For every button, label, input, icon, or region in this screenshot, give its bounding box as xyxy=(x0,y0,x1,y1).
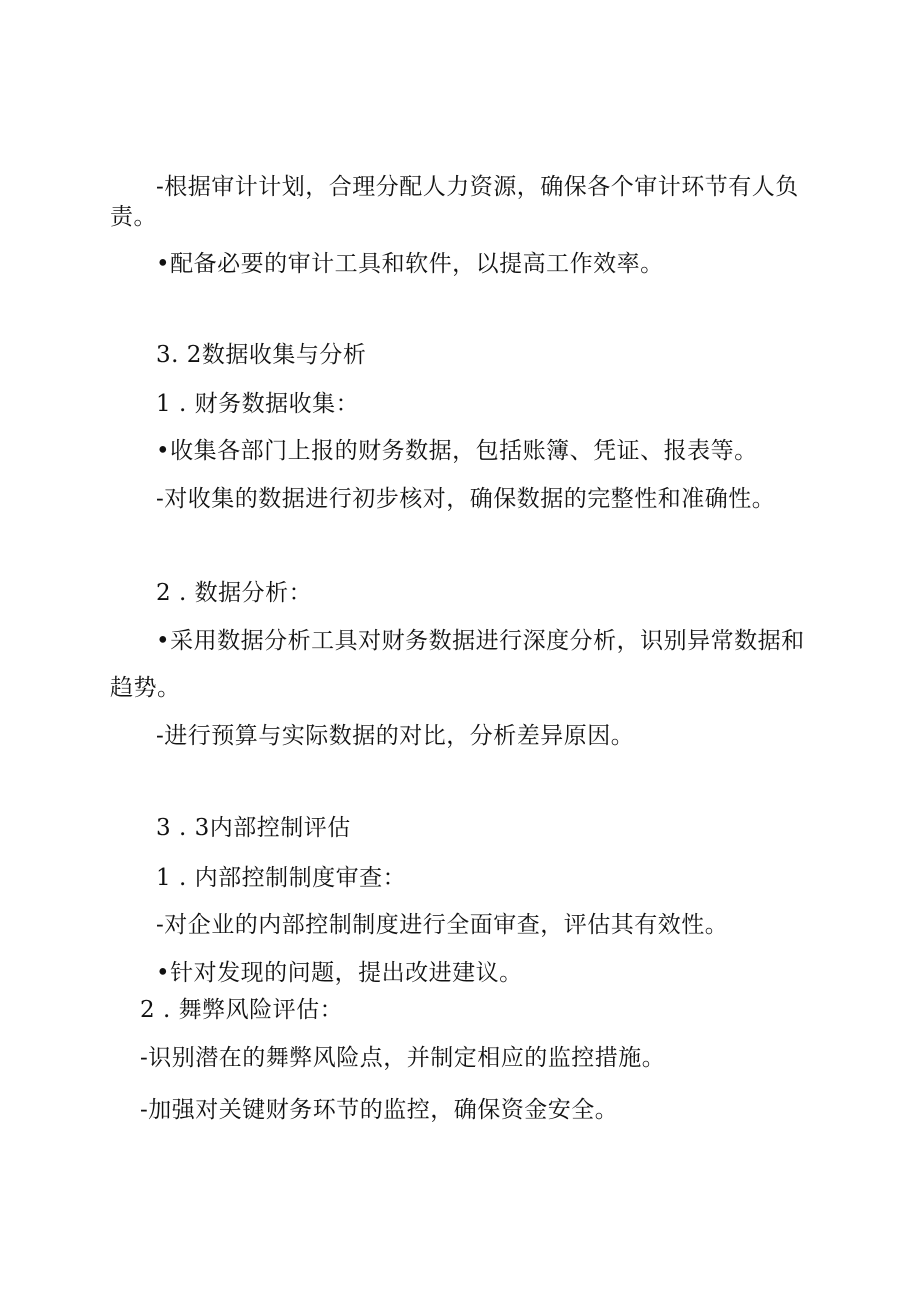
bullet-item: •配备必要的审计工具和软件，以提高工作效率。 xyxy=(156,251,664,277)
section-heading: 3. 2数据收集与分析 xyxy=(156,342,367,368)
bullet-item: -识别潜在的舞弊风险点，并制定相应的监控措施。 xyxy=(140,1045,666,1071)
subsection-heading: 1 . 内部控制制度审查： xyxy=(156,865,407,891)
paragraph-line: 趋势。 xyxy=(110,675,181,701)
paragraph-line: 责。 xyxy=(110,204,157,230)
bullet-item: -对收集的数据进行初步核对，确保数据的完整性和准确性。 xyxy=(156,486,776,512)
bullet-item: -进行预算与实际数据的对比，分析差异原因。 xyxy=(156,723,635,749)
bullet-item: •收集各部门上报的财务数据，包括账簿、凭证、报表等。 xyxy=(156,438,758,464)
subsection-heading: 1 . 财务数据收集： xyxy=(156,391,360,417)
bullet-item: -加强对关键财务环节的监控，确保资金安全。 xyxy=(140,1097,619,1123)
bullet-item: •采用数据分析工具对财务数据进行深度分析，识别异常数据和 xyxy=(156,628,805,654)
paragraph-line: -根据审计计划，合理分配人力资源，确保各个审计环节有人负 xyxy=(156,174,799,200)
subsection-heading: 2 . 数据分析： xyxy=(156,580,313,606)
bullet-item: •针对发现的问题，提出改进建议。 xyxy=(156,960,523,986)
bullet-item: -对企业的内部控制制度进行全面审查，评估其有效性。 xyxy=(156,912,729,938)
subsection-heading: 2 . 舞弊风险评估： xyxy=(140,997,344,1023)
section-heading: 3 . 3内部控制评估 xyxy=(156,815,351,841)
